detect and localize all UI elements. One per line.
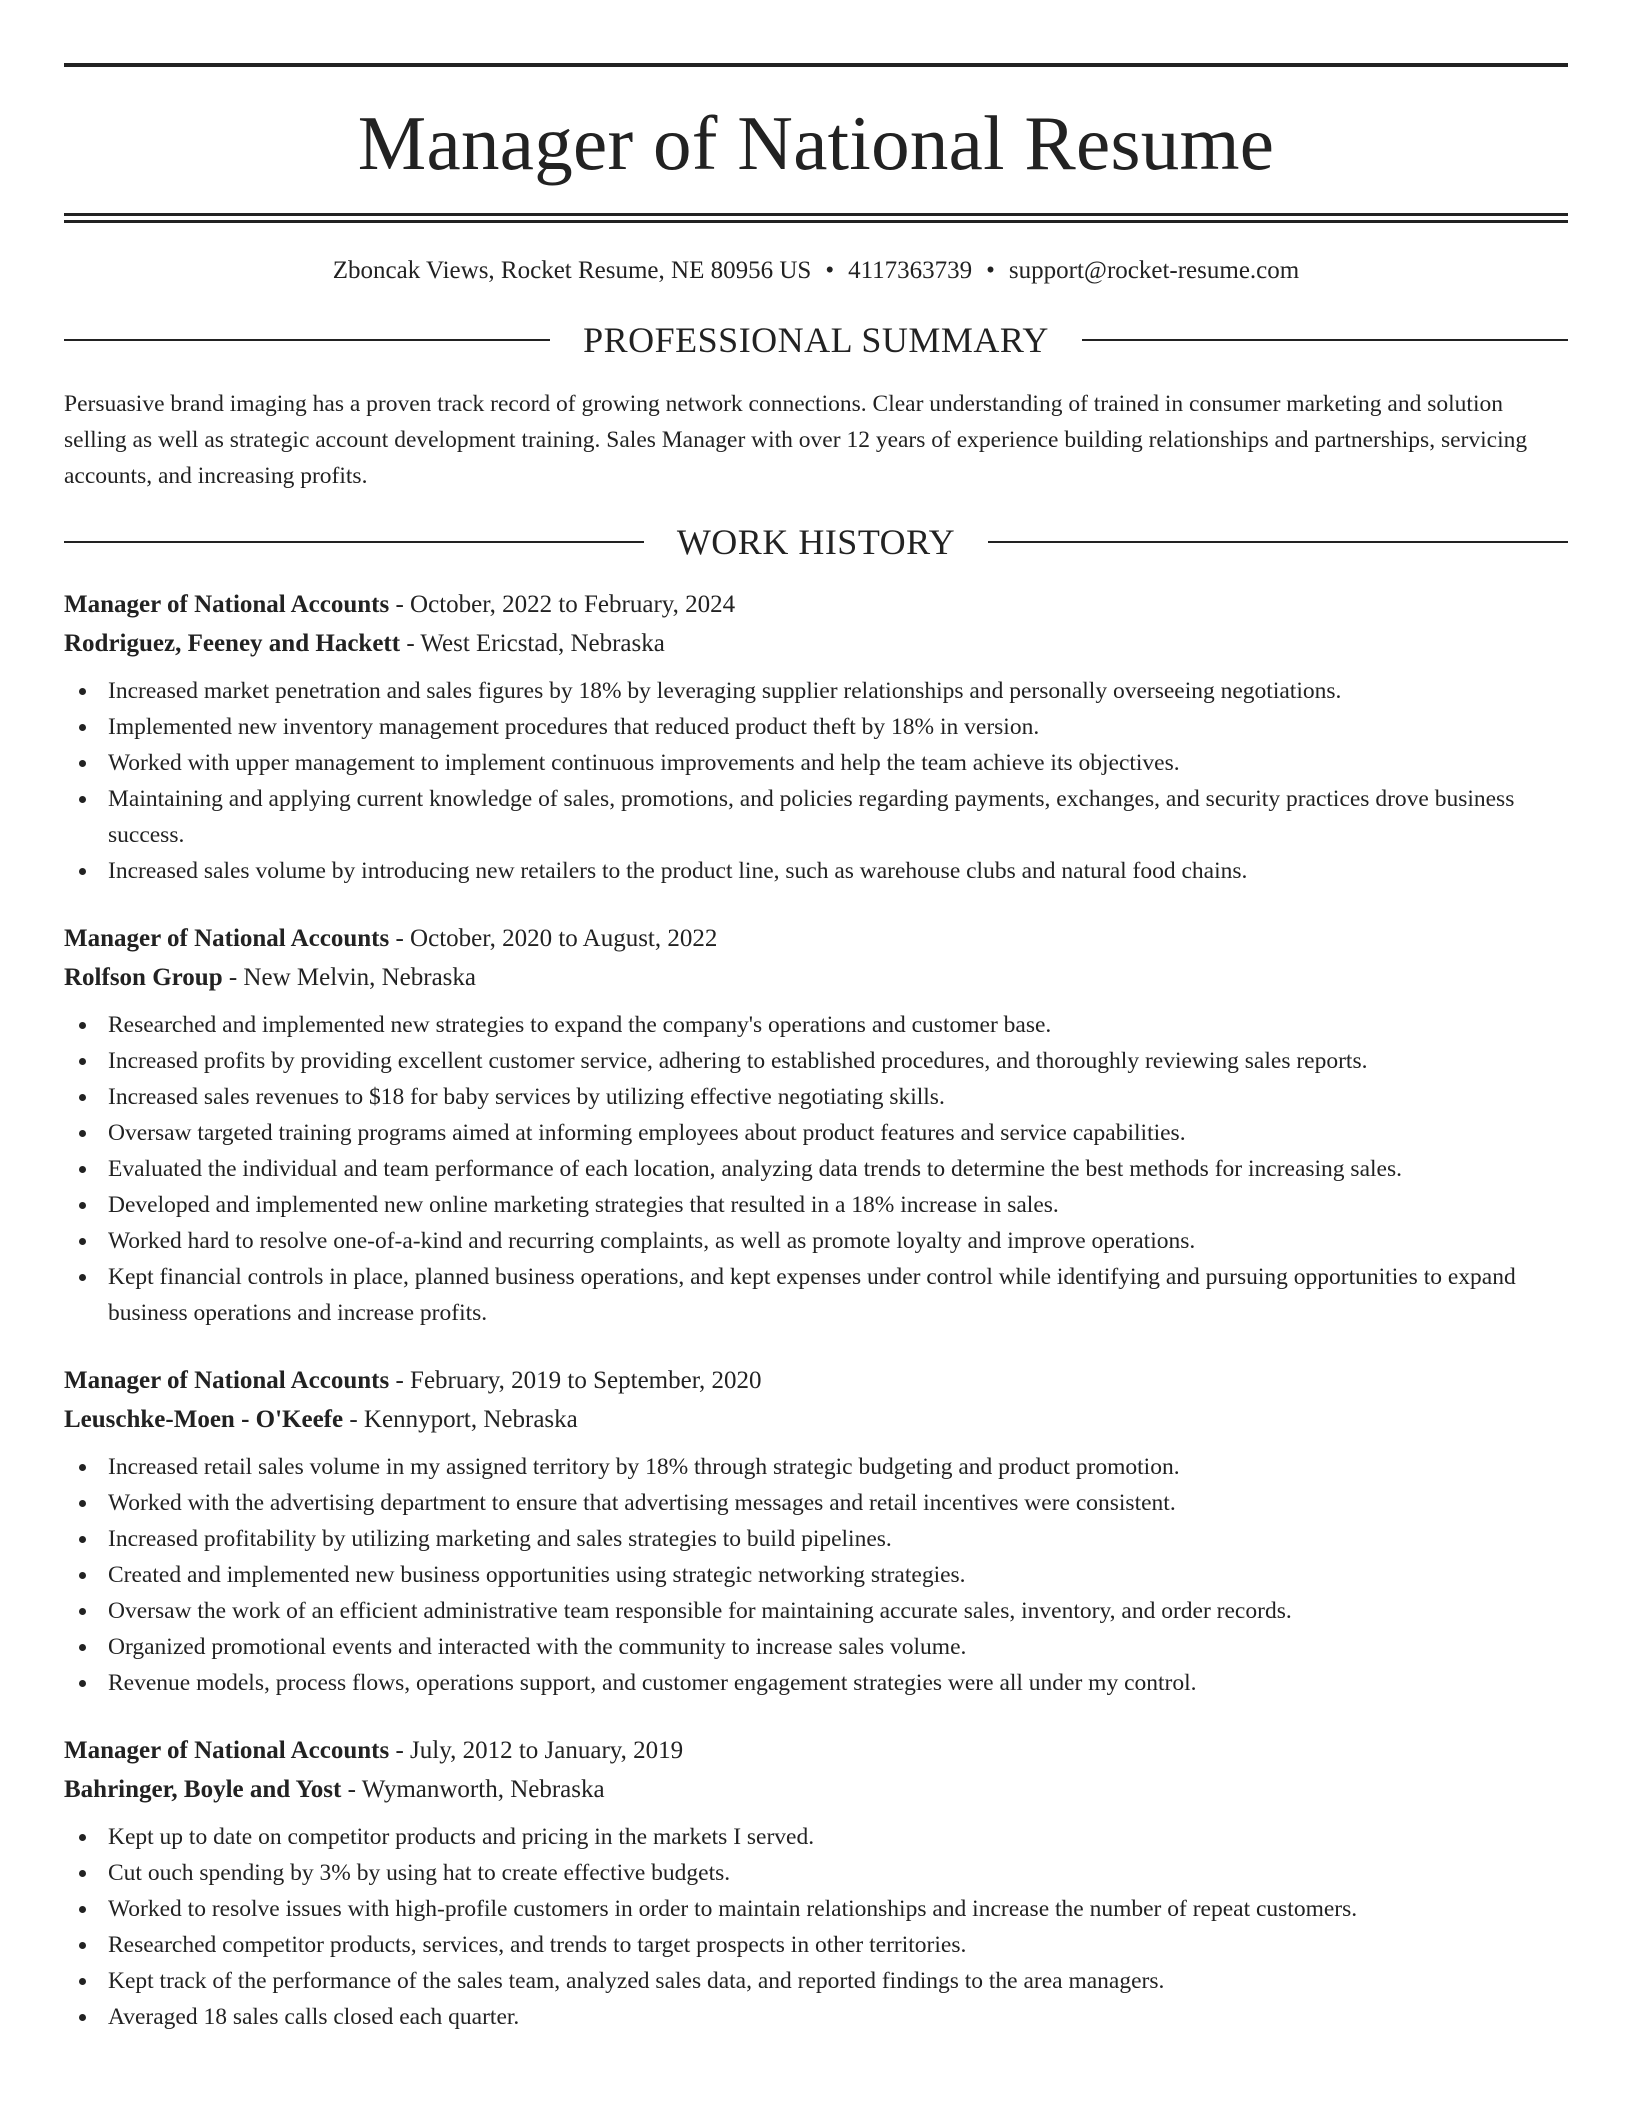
contact-address: Zboncak Views, Rocket Resume, NE 80956 US: [332, 257, 812, 284]
job-bullet-text: Developed and implemented new online marketing strategies that resulted in a 18% increase in sales.: [108, 1192, 1059, 1218]
job-entry: [64, 585, 1568, 889]
bullet-dot-icon: [79, 1058, 86, 1065]
bullet-dot-icon: [79, 1942, 86, 1949]
job-bullet-text: Kept track of the performance of the sales team, analyzed sales data, and reported findings to the area managers.: [108, 1968, 1165, 1994]
bullet-dot-icon: [79, 1022, 86, 1029]
job-bullet-text: Researched and implemented new strategies to expand the company's operations and customer base.: [108, 1012, 1052, 1038]
job-bullet-text: Kept financial controls in place, planned business operations, and kept expenses under control while identifying and pursuing opportunities to expand business operations and increase profits.: [108, 1264, 1516, 1326]
job-company-line: [64, 1400, 1568, 1439]
bullet-dot-icon: [79, 1238, 86, 1245]
job-bullet-text: Revenue models, process flows, operations support, and customer engagement strategies were all under my control.: [108, 1670, 1197, 1696]
heading-rule-right: [1082, 339, 1568, 341]
job-company-line: [64, 958, 1568, 997]
bullet-dot-icon: [79, 1572, 86, 1579]
job-bullet: [64, 781, 1568, 853]
job-bullet: [64, 1819, 1568, 1855]
job-bullet-text: Kept up to date on competitor products and pricing in the markets I served.: [108, 1824, 815, 1850]
job-bullet-text: Increased profitability by utilizing marketing and sales strategies to build pipelines.: [108, 1526, 892, 1552]
job-bullet-text: Oversaw targeted training programs aimed at informing employees about product features and service capabilities.: [108, 1120, 1186, 1146]
job-dates: - February, 2019 to September, 2020: [389, 1367, 762, 1394]
job-bullet: [64, 1079, 1568, 1115]
bullet-dot-icon: [79, 1978, 86, 1985]
job-bullet: [64, 1999, 1568, 2035]
job-bullets: [64, 673, 1568, 889]
job-bullet: [64, 1187, 1568, 1223]
job-bullet: [64, 1485, 1568, 1521]
contact-phone: 4117363739: [848, 257, 973, 284]
bullet-dot-icon: [79, 1166, 86, 1173]
job-bullet: [64, 1629, 1568, 1665]
bullet-dot-icon: [79, 1500, 86, 1507]
job-bullet-text: Researched competitor products, services, and trends to target prospects in other territories.: [108, 1932, 967, 1958]
bullet-dot-icon: [79, 1608, 86, 1615]
job-bullet-text: Maintaining and applying current knowledge of sales, promotions, and policies regarding payments, exchanges, and security practices drove business success.: [108, 786, 1515, 848]
job-bullet: [64, 1557, 1568, 1593]
job-dates: - October, 2022 to February, 2024: [389, 591, 736, 618]
contact-email: support@rocket-resume.com: [1008, 257, 1300, 284]
bullet-dot-icon: [79, 1202, 86, 1209]
job-bullet: [64, 745, 1568, 781]
bullet-dot-icon: [79, 760, 86, 767]
bullet-dot-icon: [79, 1536, 86, 1543]
job-company-line: [64, 1770, 1568, 1809]
job-bullet-text: Averaged 18 sales calls closed each quarter.: [108, 2004, 520, 2030]
job-bullet-text: Increased market penetration and sales figures by 18% by leveraging supplier relationships and personally overseeing negotiations.: [108, 678, 1342, 704]
job-company: Leuschke-Moen - O'Keefe: [64, 1406, 344, 1433]
job-bullet-text: Evaluated the individual and team performance of each location, analyzing data trends to determine the best methods for increasing sales.: [108, 1156, 1402, 1182]
job-bullets: [64, 1007, 1568, 1331]
job-entry: [64, 1361, 1568, 1701]
job-bullets: [64, 1819, 1568, 2035]
job-bullet-text: Implemented new inventory management procedures that reduced product theft by 18% in version.: [108, 714, 1040, 740]
job-title: Manager of National Accounts: [64, 1737, 390, 1764]
job-location: - Wymanworth, Nebraska: [341, 1776, 605, 1803]
job-company: Rolfson Group: [64, 964, 223, 991]
heading-rule-right: [988, 541, 1568, 543]
job-bullet: [64, 1151, 1568, 1187]
bullet-dot-icon: [79, 1094, 86, 1101]
job-location: - New Melvin, Nebraska: [222, 964, 477, 991]
contact-line: [64, 256, 1568, 286]
job-dates: - July, 2012 to January, 2019: [389, 1737, 684, 1764]
job-bullet: [64, 1927, 1568, 1963]
job-company: Bahringer, Boyle and Yost: [64, 1776, 342, 1803]
bullet-dot-icon: [79, 1834, 86, 1841]
summary-heading: [64, 322, 1568, 358]
job-bullet-text: Worked with upper management to implement continuous improvements and help the team achieve its objectives.: [108, 750, 1180, 776]
job-title: Manager of National Accounts: [64, 925, 390, 952]
jobs-list: [64, 585, 1568, 2035]
summary-heading-label: PROFESSIONAL SUMMARY: [583, 320, 1049, 360]
job-bullet: [64, 1223, 1568, 1259]
bullet-dot-icon: [79, 1274, 86, 1281]
bullet-dot-icon: [79, 1870, 86, 1877]
job-bullet: [64, 1891, 1568, 1927]
job-bullet: [64, 1521, 1568, 1557]
bullet-dot-icon: [79, 688, 86, 695]
resume-title: Manager of National Resume: [357, 100, 1275, 186]
job-bullet-text: Increased sales revenues to $18 for baby services by utilizing effective negotiating skills.: [108, 1084, 945, 1110]
job-bullet-text: Organized promotional events and interacted with the community to increase sales volume.: [108, 1634, 967, 1660]
heading-rule-left: [64, 541, 644, 543]
bullet-dot-icon: [79, 724, 86, 731]
job-location: - Kennyport, Nebraska: [343, 1406, 578, 1433]
contact-separator: •: [825, 257, 835, 284]
job-bullet-text: Oversaw the work of an efficient administrative team responsible for maintaining accurate sales, inventory, and order records.: [108, 1598, 1292, 1624]
work-history-heading-label: WORK HISTORY: [676, 522, 956, 562]
job-entry: [64, 1731, 1568, 2035]
work-history-heading: [64, 524, 1568, 560]
summary-text: Persuasive brand imaging has a proven track record of growing network connections. Clear understanding of trained in consumer marketing and solution selling as well as strategic account development training. Sales Manager with over 12 years of experience building relationships and partnerships, servicing accounts, and increasing profits.: [64, 391, 1528, 489]
job-bullet-text: Increased retail sales volume in my assigned territory by 18% through strategic budgeting and product promotion.: [108, 1454, 1180, 1480]
job-location: - West Ericstad, Nebraska: [400, 630, 665, 657]
bullet-dot-icon: [79, 1680, 86, 1687]
top-rule: [64, 63, 1568, 67]
title-double-rule: [64, 213, 1568, 223]
job-bullet: [64, 1043, 1568, 1079]
job-bullet: [64, 1115, 1568, 1151]
job-bullet-text: Worked to resolve issues with high-profile customers in order to maintain relationships and increase the number of repeat customers.: [108, 1896, 1358, 1922]
heading-rule-left: [64, 339, 550, 341]
job-bullet: [64, 1855, 1568, 1891]
job-bullets: [64, 1449, 1568, 1701]
job-bullet: [64, 1007, 1568, 1043]
job-entry: [64, 919, 1568, 1331]
bullet-dot-icon: [79, 796, 86, 803]
job-bullet: [64, 1449, 1568, 1485]
job-title-line: [64, 1731, 1568, 1770]
bullet-dot-icon: [79, 1130, 86, 1137]
job-company-line: [64, 624, 1568, 663]
job-bullet: [64, 709, 1568, 745]
job-title: Manager of National Accounts: [64, 1367, 390, 1394]
bullet-dot-icon: [79, 1906, 86, 1913]
job-company: Rodriguez, Feeney and Hackett: [64, 630, 401, 657]
job-dates: - October, 2020 to August, 2022: [389, 925, 718, 952]
contact-separator: •: [986, 257, 995, 284]
job-title-line: [64, 919, 1568, 958]
job-bullet-text: Worked with the advertising department to ensure that advertising messages and retail incentives were consistent.: [108, 1490, 1176, 1516]
job-bullet: [64, 673, 1568, 709]
bullet-dot-icon: [79, 1644, 86, 1651]
bullet-dot-icon: [79, 1464, 86, 1471]
job-bullet: [64, 1259, 1568, 1331]
job-bullet-text: Created and implemented new business opportunities using strategic networking strategies.: [108, 1562, 966, 1588]
job-bullet-text: Increased profits by providing excellent customer service, adhering to established procedures, and thoroughly reviewing sales reports.: [108, 1048, 1368, 1074]
job-bullet-text: Cut ouch spending by 3% by using hat to create effective budgets.: [108, 1860, 731, 1886]
job-title-line: [64, 1361, 1568, 1400]
job-bullet: [64, 853, 1568, 889]
job-bullet: [64, 1593, 1568, 1629]
bullet-dot-icon: [79, 2014, 86, 2021]
job-bullet-text: Worked hard to resolve one-of-a-kind and recurring complaints, as well as promote loyalty and improve operations.: [108, 1228, 1196, 1254]
job-bullet: [64, 1665, 1568, 1701]
job-bullet-text: Increased sales volume by introducing new retailers to the product line, such as warehouse clubs and natural food chains.: [108, 858, 1248, 884]
job-bullet: [64, 1963, 1568, 1999]
job-title: Manager of National Accounts: [64, 591, 390, 618]
bullet-dot-icon: [79, 868, 86, 875]
job-title-line: [64, 585, 1568, 624]
